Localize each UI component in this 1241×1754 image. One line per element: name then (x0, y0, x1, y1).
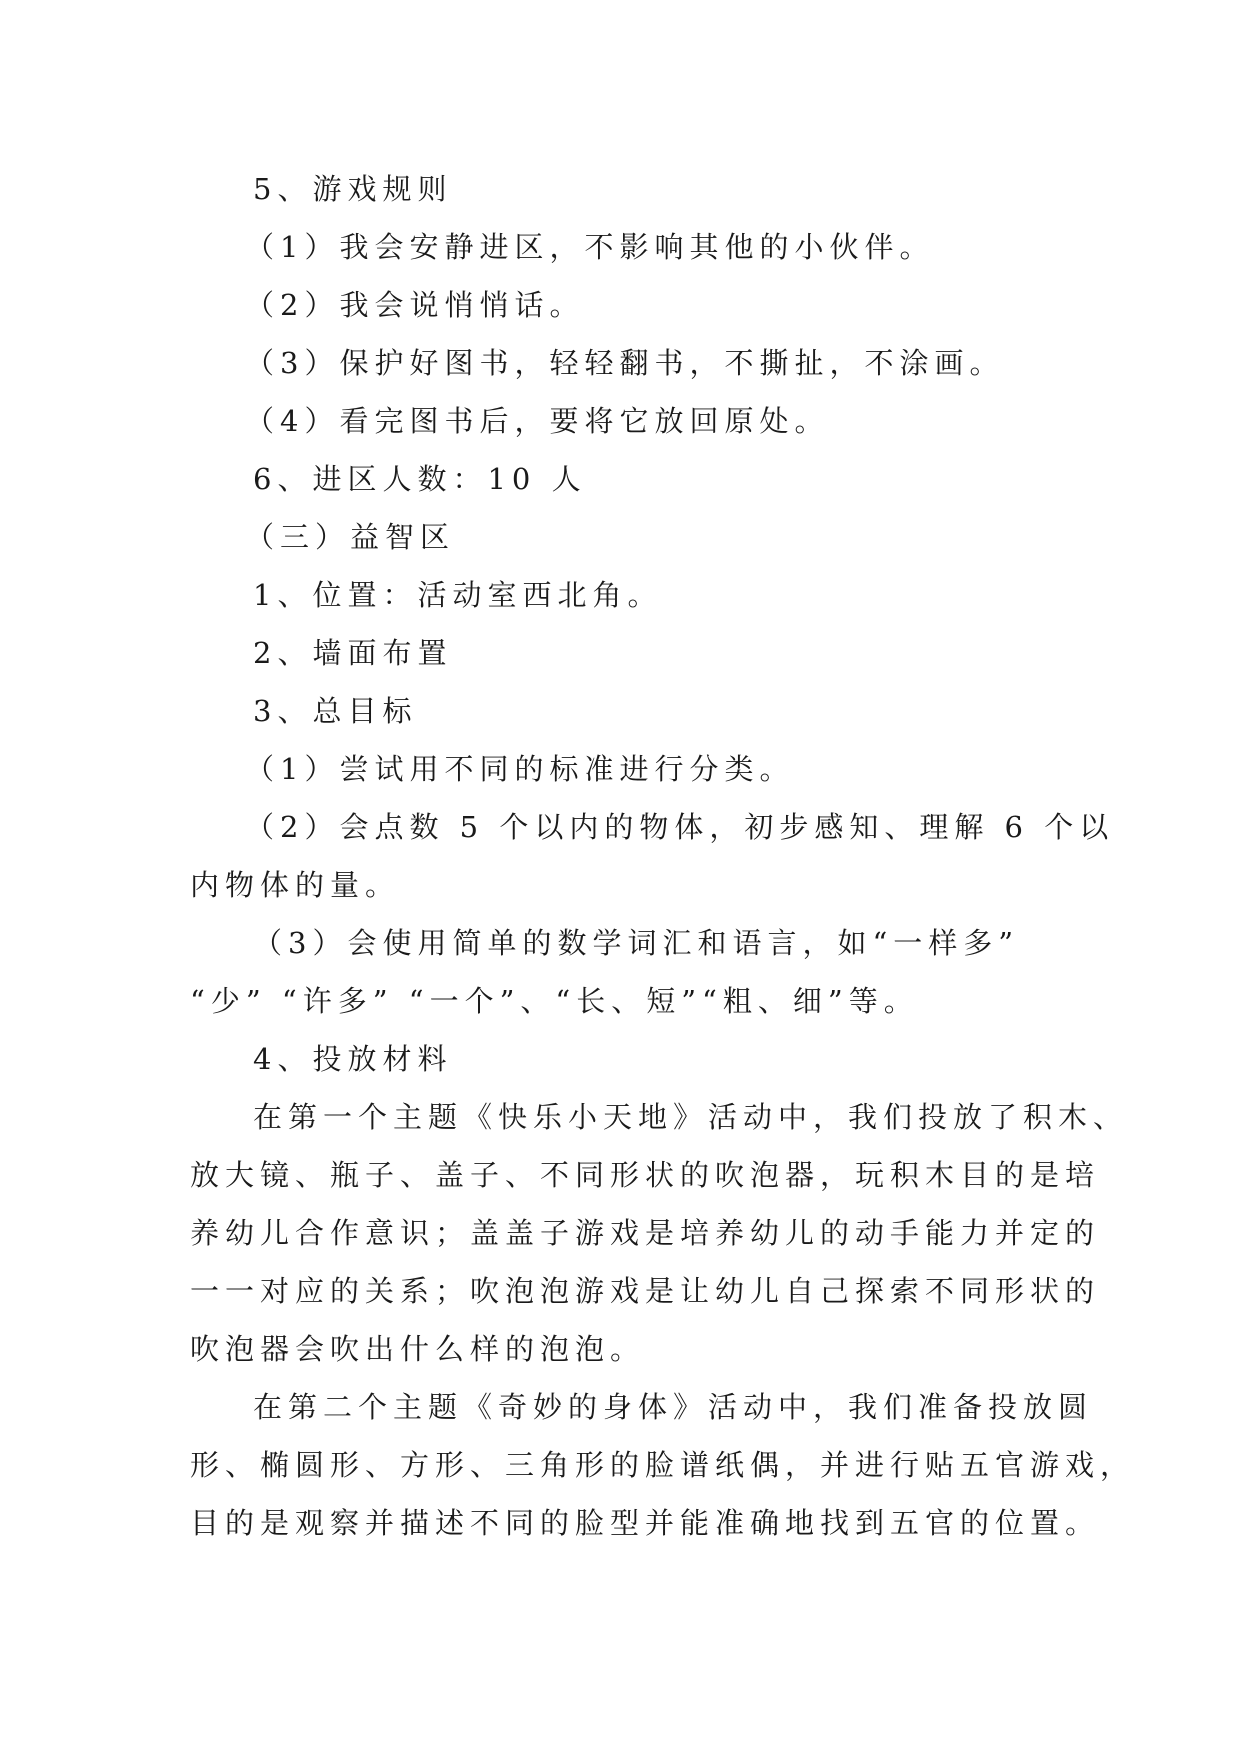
paragraph-theme-1: 在第一个主题《快乐小天地》活动中，我们投放了积木、 (253, 1100, 1129, 1134)
section-heading-puzzle-area: （三）益智区 (245, 520, 456, 554)
rule-item-1: （1）我会安静进区，不影响其他的小伙伴。 (245, 230, 935, 264)
paragraph-theme-2: 在第二个主题《奇妙的身体》活动中，我们准备投放圆 (253, 1390, 1094, 1424)
paragraph-theme-2-cont: 形、椭圆形、方形、三角形的脸谱纸偶，并进行贴五官游戏， (190, 1448, 1136, 1482)
paragraph-theme-1-cont: 吹泡器会吹出什么样的泡泡。 (190, 1332, 646, 1366)
paragraph-theme-1-cont: 放大镜、瓶子、盖子、不同形状的吹泡器，玩积木目的是培 (190, 1158, 1101, 1192)
goal-item-2: （2）会点数 5 个以内的物体，初步感知、理解 6 个以 (245, 810, 1115, 844)
puzzle-wall-layout: 2、墙面布置 (253, 636, 453, 670)
goal-item-3: （3）会使用简单的数学词汇和语言，如“一样多” (253, 926, 1020, 960)
rule-item-4: （4）看完图书后，要将它放回原处。 (245, 404, 830, 438)
paragraph-theme-1-cont: 一一对应的关系；吹泡泡游戏是让幼儿自己探索不同形状的 (190, 1274, 1101, 1308)
goal-item-3-cont: “少” “许多” “一个”、“长、短”“粗、细”等。 (190, 984, 919, 1018)
goal-item-1: （1）尝试用不同的标准进行分类。 (245, 752, 795, 786)
section-heading-game-rules: 5、游戏规则 (253, 172, 453, 206)
rule-item-2: （2）我会说悄悄话。 (245, 288, 585, 322)
rule-item-3: （3）保护好图书，轻轻翻书，不撕扯，不涂画。 (245, 346, 1005, 380)
puzzle-location: 1、位置：活动室西北角。 (253, 578, 663, 612)
section-heading-materials: 4、投放材料 (253, 1042, 453, 1076)
paragraph-theme-2-cont: 目的是观察并描述不同的脸型并能准确地找到五官的位置。 (190, 1506, 1101, 1540)
puzzle-overall-goals: 3、总目标 (253, 694, 418, 728)
paragraph-theme-1-cont: 养幼儿合作意识；盖盖子游戏是培养幼儿的动手能力并定的 (190, 1216, 1101, 1250)
section-heading-headcount: 6、进区人数：10 人 (253, 462, 587, 496)
goal-item-2-cont: 内物体的量。 (190, 868, 401, 902)
document-body (190, 160, 1136, 1552)
